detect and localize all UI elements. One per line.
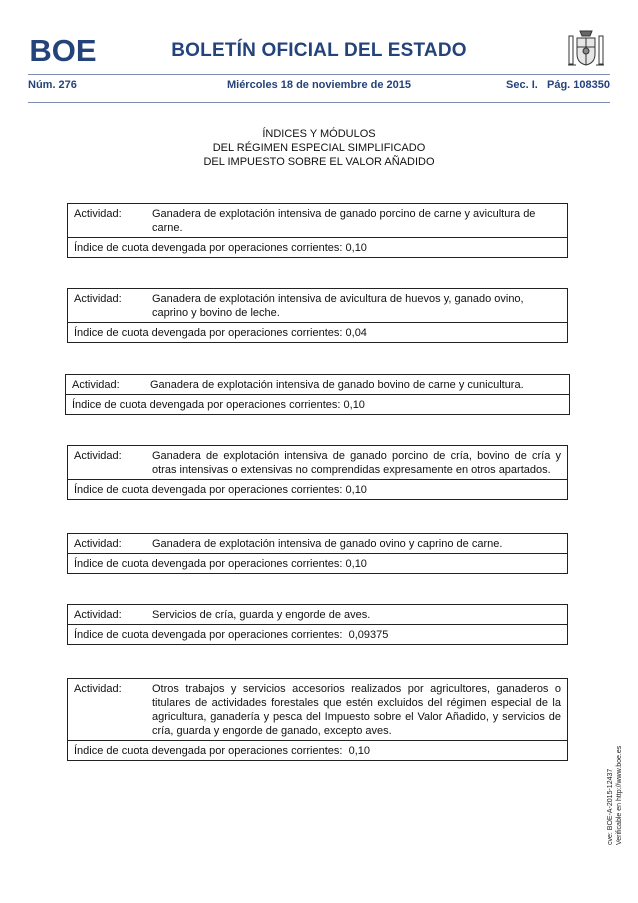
document-title-line: DEL RÉGIMEN ESPECIAL SIMPLIFICADO — [212, 142, 426, 154]
quota-index: Índice de cuota devengada por operaciones corrientes: 0,10 — [74, 558, 367, 570]
header-rule-top — [28, 74, 610, 75]
issue-date: Miércoles 18 de noviembre de 2015 — [226, 79, 412, 91]
activity-description: Ganadera de explotación intensiva de ganado ovino y caprino de carne. — [152, 538, 503, 550]
activity-label: Actividad: — [74, 293, 122, 305]
issue-number: Núm. 276 — [28, 79, 77, 91]
activity-box — [67, 604, 568, 645]
section-page: Sec. I. Pág. 108350 — [506, 79, 610, 91]
quota-index: Índice de cuota devengada por operaciones corrientes: 0,04 — [74, 327, 367, 339]
activity-row — [68, 605, 567, 625]
activity-label: Actividad: — [74, 683, 122, 695]
verification-url: Verificable en http://www.boe.es — [616, 745, 623, 845]
activity-label: Actividad: — [74, 609, 122, 621]
coat-of-arms-icon — [566, 27, 606, 73]
activity-description: Ganadera de explotación intensiva de avicultura de huevos y, ganado ovino, caprino y bovino de leche. — [152, 293, 524, 319]
header-rule-bottom — [28, 102, 610, 103]
document-title-line: ÍNDICES Y MÓDULOS — [262, 128, 376, 140]
activity-row — [68, 289, 567, 323]
activity-description: Ganadera de explotación intensiva de ganado porcino de cría, bovino de cría y otras intensivas o extensivas no comprendidas expresamente en otros apartados. — [152, 450, 561, 476]
activity-label: Actividad: — [74, 538, 122, 550]
activity-label: Actividad: — [74, 450, 122, 462]
verification-reference — [606, 695, 624, 845]
activity-label: Actividad: — [72, 379, 120, 391]
activity-description: Ganadera de explotación intensiva de ganado bovino de carne y cunicultura. — [150, 379, 524, 391]
quota-index: Índice de cuota devengada por operaciones corrientes: 0,09375 — [74, 629, 389, 641]
activity-box — [67, 203, 568, 258]
gazette-title: BOLETÍN OFICIAL DEL ESTADO — [171, 40, 467, 61]
quota-index: Índice de cuota devengada por operaciones corrientes: 0,10 — [74, 745, 370, 757]
activity-box — [67, 533, 568, 574]
activity-description: Otros trabajos y servicios accesorios realizados por agricultores, ganaderos o titulares de actividades forestales que estén excluidos del régimen especial de la agricultura, ganadería y pesca del Impuesto sobre el Valor Añadido, y servicios de cría, guarda y engorde de ganado, excepto aves. — [152, 683, 561, 737]
quota-index: Índice de cuota devengada por operaciones corrientes: 0,10 — [74, 242, 367, 254]
activity-label: Actividad: — [74, 208, 122, 220]
activity-box — [67, 288, 568, 343]
activity-box — [65, 374, 570, 415]
quota-index: Índice de cuota devengada por operaciones corrientes: 0,10 — [74, 484, 367, 496]
activity-row — [68, 534, 567, 554]
activity-description: Servicios de cría, guarda y engorde de aves. — [152, 609, 371, 621]
activity-row — [68, 204, 567, 238]
activity-row — [68, 446, 567, 480]
activity-row — [68, 679, 567, 741]
quota-index: Índice de cuota devengada por operaciones corrientes: 0,10 — [72, 399, 365, 411]
boe-logo-text: BOE — [29, 34, 97, 66]
document-title — [0, 127, 638, 169]
activity-box — [67, 678, 568, 761]
activity-description: Ganadera de explotación intensiva de ganado porcino de carne y avicultura de carne. — [152, 208, 536, 234]
document-title-line: DEL IMPUESTO SOBRE EL VALOR AÑADIDO — [203, 156, 435, 168]
activity-row — [66, 375, 569, 395]
activity-box — [67, 445, 568, 500]
cve-code: cve: BOE-A-2015-12437 — [607, 768, 614, 845]
